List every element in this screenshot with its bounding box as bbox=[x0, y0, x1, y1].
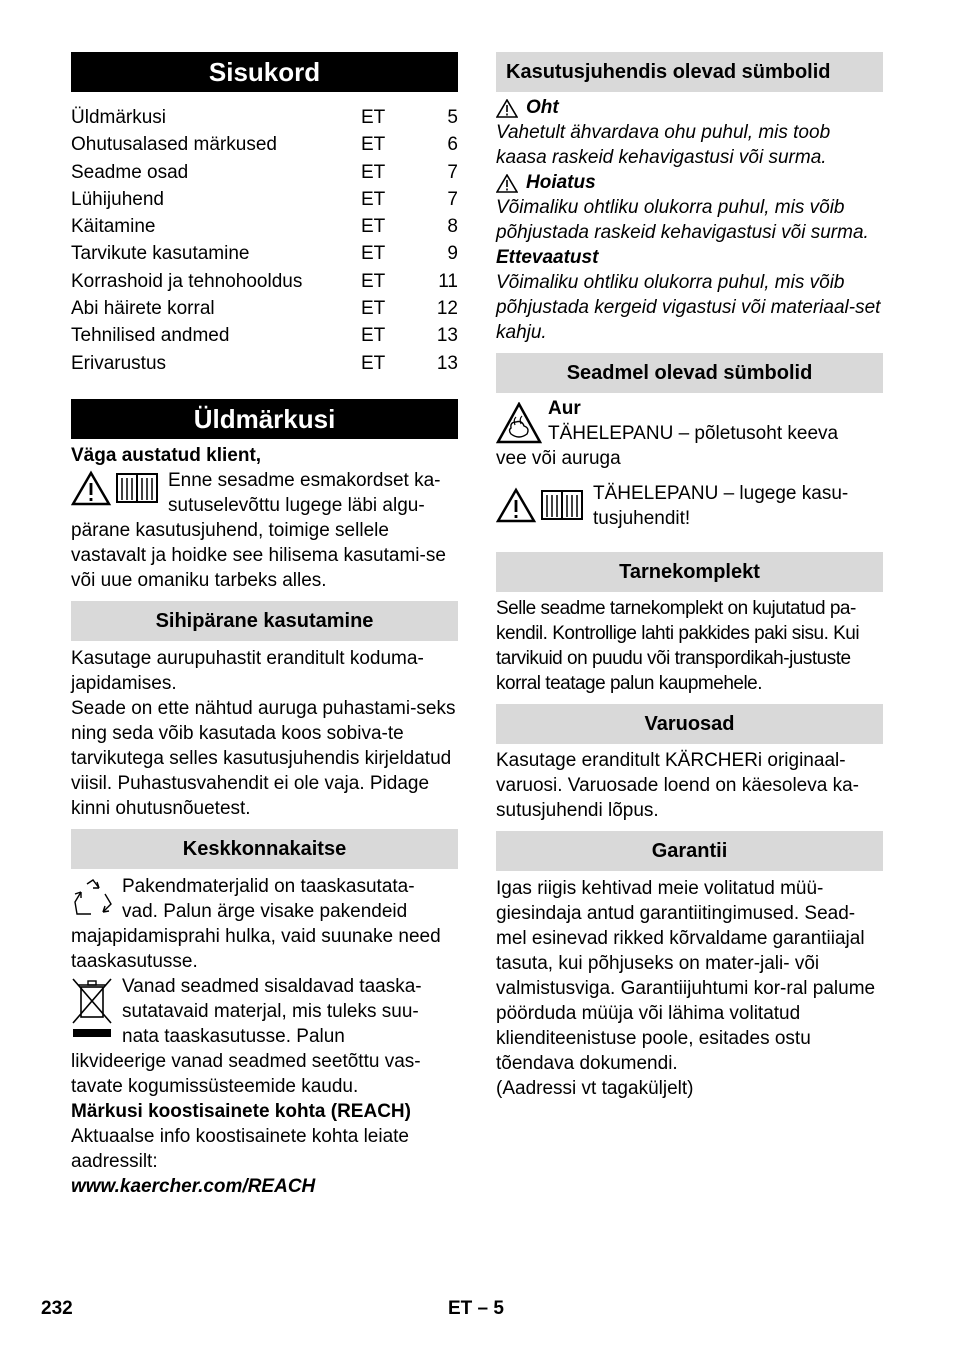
toc-lang: ET bbox=[361, 216, 386, 238]
crossed-bin-icon bbox=[71, 974, 122, 1041]
toc-lang: ET bbox=[361, 298, 386, 320]
toc-lang: ET bbox=[361, 107, 386, 128]
toc-title: Üldmärkusi bbox=[71, 107, 167, 128]
toc-row[interactable] bbox=[71, 268, 458, 295]
old-devices-line-3: nata taaskasutusse. Palun bbox=[122, 1025, 345, 1047]
language-page: ET – 5 bbox=[448, 1298, 504, 1319]
warranty-heading: Garantii bbox=[496, 831, 883, 871]
warranty-address: (Aadressi vt tagaküljelt) bbox=[496, 1078, 694, 1099]
packaging-line-1: Pakendmaterjalid on taaskasutata- bbox=[122, 875, 415, 897]
intro-text: pärane kasutusjuhend, toimige sellele vastavalt ja hoidke see hilisema kasutami-se või uue omaniku tarbeks alles. bbox=[71, 519, 446, 591]
delivery-heading: Tarnekomplekt bbox=[496, 552, 883, 592]
read-manual-block bbox=[496, 481, 883, 531]
warning-text: Võimaliku ohtliku olukorra puhul, mis võib põhjustada raskeid kehavigastusi või surma. bbox=[496, 197, 869, 243]
toc-title: Abi häirete korral bbox=[71, 298, 215, 320]
toc-page: 11 bbox=[438, 270, 458, 292]
toc-row[interactable] bbox=[71, 104, 458, 131]
toc-page: 9 bbox=[447, 243, 458, 265]
toc-list bbox=[71, 104, 458, 377]
spares-text: Kasutage eranditult KÄRCHERi originaal-varuosi. Varuosade loend on käesoleva ka-sutusjuhendi lõpus. bbox=[496, 750, 859, 821]
toc-title: Käitamine bbox=[71, 216, 156, 238]
intro-block bbox=[71, 468, 458, 518]
spares-heading: Varuosad bbox=[496, 704, 883, 744]
warning-label: Hoiatus bbox=[526, 172, 596, 193]
old-devices-block bbox=[71, 974, 458, 1049]
environment-heading: Keskkonnakaitse bbox=[71, 829, 458, 869]
toc-lang: ET bbox=[361, 352, 386, 374]
toc-page: 5 bbox=[447, 107, 458, 128]
toc-title: Erivarustus bbox=[71, 352, 167, 374]
toc-lang: ET bbox=[361, 325, 386, 347]
danger-label: Oht bbox=[526, 97, 559, 118]
steam-label: Aur bbox=[548, 398, 581, 419]
recycle-icon bbox=[71, 874, 122, 920]
packaging-block bbox=[71, 874, 458, 924]
greeting: Väga austatud klient, bbox=[71, 444, 262, 466]
caution-text: Võimaliku ohtliku olukorra puhul, mis võib põhjustada kergeid vigastusi või materiaal-set kahju. bbox=[496, 272, 881, 343]
steam-text: vee või auruga bbox=[496, 448, 621, 469]
toc-lang: ET bbox=[361, 161, 386, 183]
danger-label-row bbox=[496, 95, 883, 120]
toc-title: Tarvikute kasutamine bbox=[71, 243, 250, 265]
delivery-text: Selle seadme tarnekomplekt on kujutatud pa-kendil. Kontrollige lahti pakkides paki sisu. Kui tarvikuid on puudu või transpordikah-justuste korral teatage palun kaupmehele. bbox=[496, 598, 860, 694]
left-column bbox=[71, 52, 458, 1199]
toc-page: 6 bbox=[447, 134, 458, 156]
page-number: 232 bbox=[41, 1298, 73, 1319]
old-devices-text: likvideerige vanad seadmed seetõttu vas-tavate kogumissüsteemide kaudu. bbox=[71, 1050, 421, 1097]
warning-manual-icon bbox=[71, 468, 168, 506]
reach-link[interactable]: www.kaercher.com/REACH bbox=[71, 1175, 316, 1197]
reach-text: Aktuaalse info koostisainete kohta leiate aadressilt: bbox=[71, 1125, 409, 1172]
toc-page: 13 bbox=[436, 325, 458, 347]
toc-page: 8 bbox=[447, 216, 458, 238]
symbols-manual-heading: Kasutusjuhendis olevad sümbolid bbox=[496, 52, 883, 92]
intended-use-p2: Seade on ette nähtud auruga puhastami-seks ning seda võib kasutada koos sobiva-te tarvikutega selles kasutusjuhendis kirjeldatud viisil. Puhastusvahendit ei ole vaja. Pidage kinni ohutusnõuetest. bbox=[71, 697, 456, 819]
toc-row[interactable] bbox=[71, 131, 458, 158]
steam-block bbox=[496, 396, 883, 446]
toc-heading: Sisukord bbox=[71, 52, 458, 92]
warranty-text: Igas riigis kehtivad meie volitatud müü-giesindaja antud garantiitingimused. Sead-mel esinevad rikked kõrvaldame garantiiajal tasuta, kui põhjuseks on mater-jali- või valmistusviga. Garantiijuhtumi kor-ral palume pöörduda müüja või lähima volitatud klienditeenistuse poole, esitades ostu tõendava dokumendi. bbox=[496, 878, 876, 1074]
right-column bbox=[496, 52, 883, 1101]
toc-lang: ET bbox=[361, 134, 386, 156]
caution-label: Ettevaatust bbox=[496, 247, 599, 268]
intended-use-heading: Sihipärane kasutamine bbox=[71, 601, 458, 641]
reach-heading: Märkusi koostisainete kohta (REACH) bbox=[71, 1100, 411, 1122]
read-manual-text: TÄHELEPANU – lugege kasu-tusjuhendit! bbox=[593, 483, 849, 529]
toc-page: 13 bbox=[436, 352, 458, 374]
steam-line-1: TÄHELEPANU – põletusoht keeva bbox=[548, 423, 839, 444]
toc-row[interactable] bbox=[71, 186, 458, 213]
toc-row[interactable] bbox=[71, 240, 458, 267]
toc-row[interactable] bbox=[71, 213, 458, 240]
intended-use-p1: Kasutage aurupuhastit eranditult koduma-japidamises. bbox=[71, 647, 424, 694]
packaging-text: majapidamisprahi hulka, vaid suunake need taaskasutusse. bbox=[71, 925, 441, 972]
intro-line-2: sutuselevõttu lugege läbi algu- bbox=[168, 494, 425, 516]
toc-lang: ET bbox=[361, 270, 386, 292]
toc-title: Tehnilised andmed bbox=[71, 325, 230, 347]
toc-page: 7 bbox=[447, 161, 458, 183]
old-devices-line-2: sutatavaid materjal, mis tuleks suu- bbox=[122, 1000, 419, 1022]
toc-row[interactable] bbox=[71, 322, 458, 349]
toc-lang: ET bbox=[361, 243, 386, 265]
warning-triangle-icon bbox=[496, 170, 526, 193]
toc-row[interactable] bbox=[71, 295, 458, 322]
toc-row[interactable] bbox=[71, 350, 458, 377]
danger-text: Vahetult ähvardava ohu puhul, mis toob kaasa raskeid kehavigastusi või surma. bbox=[496, 122, 831, 168]
general-heading: Üldmärkusi bbox=[71, 399, 458, 439]
toc-title: Korrashoid ja tehnohooldus bbox=[71, 270, 303, 292]
toc-title: Lühijuhend bbox=[71, 188, 164, 210]
toc-title: Ohutusalased märkused bbox=[71, 134, 277, 156]
old-devices-line-1: Vanad seadmed sisaldavad taaska- bbox=[122, 975, 422, 997]
toc-row[interactable] bbox=[71, 159, 458, 186]
intro-line-1: Enne sesadme esmakordset ka- bbox=[168, 469, 441, 491]
toc-page: 12 bbox=[436, 298, 458, 320]
hot-steam-icon bbox=[496, 396, 548, 444]
toc-title: Seadme osad bbox=[71, 161, 189, 183]
toc-page: 7 bbox=[447, 188, 458, 210]
warning-manual-icon bbox=[496, 481, 593, 523]
warning-triangle-icon bbox=[496, 95, 526, 118]
packaging-line-2: vad. Palun ärge visake pakendeid bbox=[122, 900, 408, 922]
warning-label-row bbox=[496, 170, 883, 195]
symbols-device-heading: Seadmel olevad sümbolid bbox=[496, 353, 883, 393]
toc-lang: ET bbox=[361, 188, 386, 210]
